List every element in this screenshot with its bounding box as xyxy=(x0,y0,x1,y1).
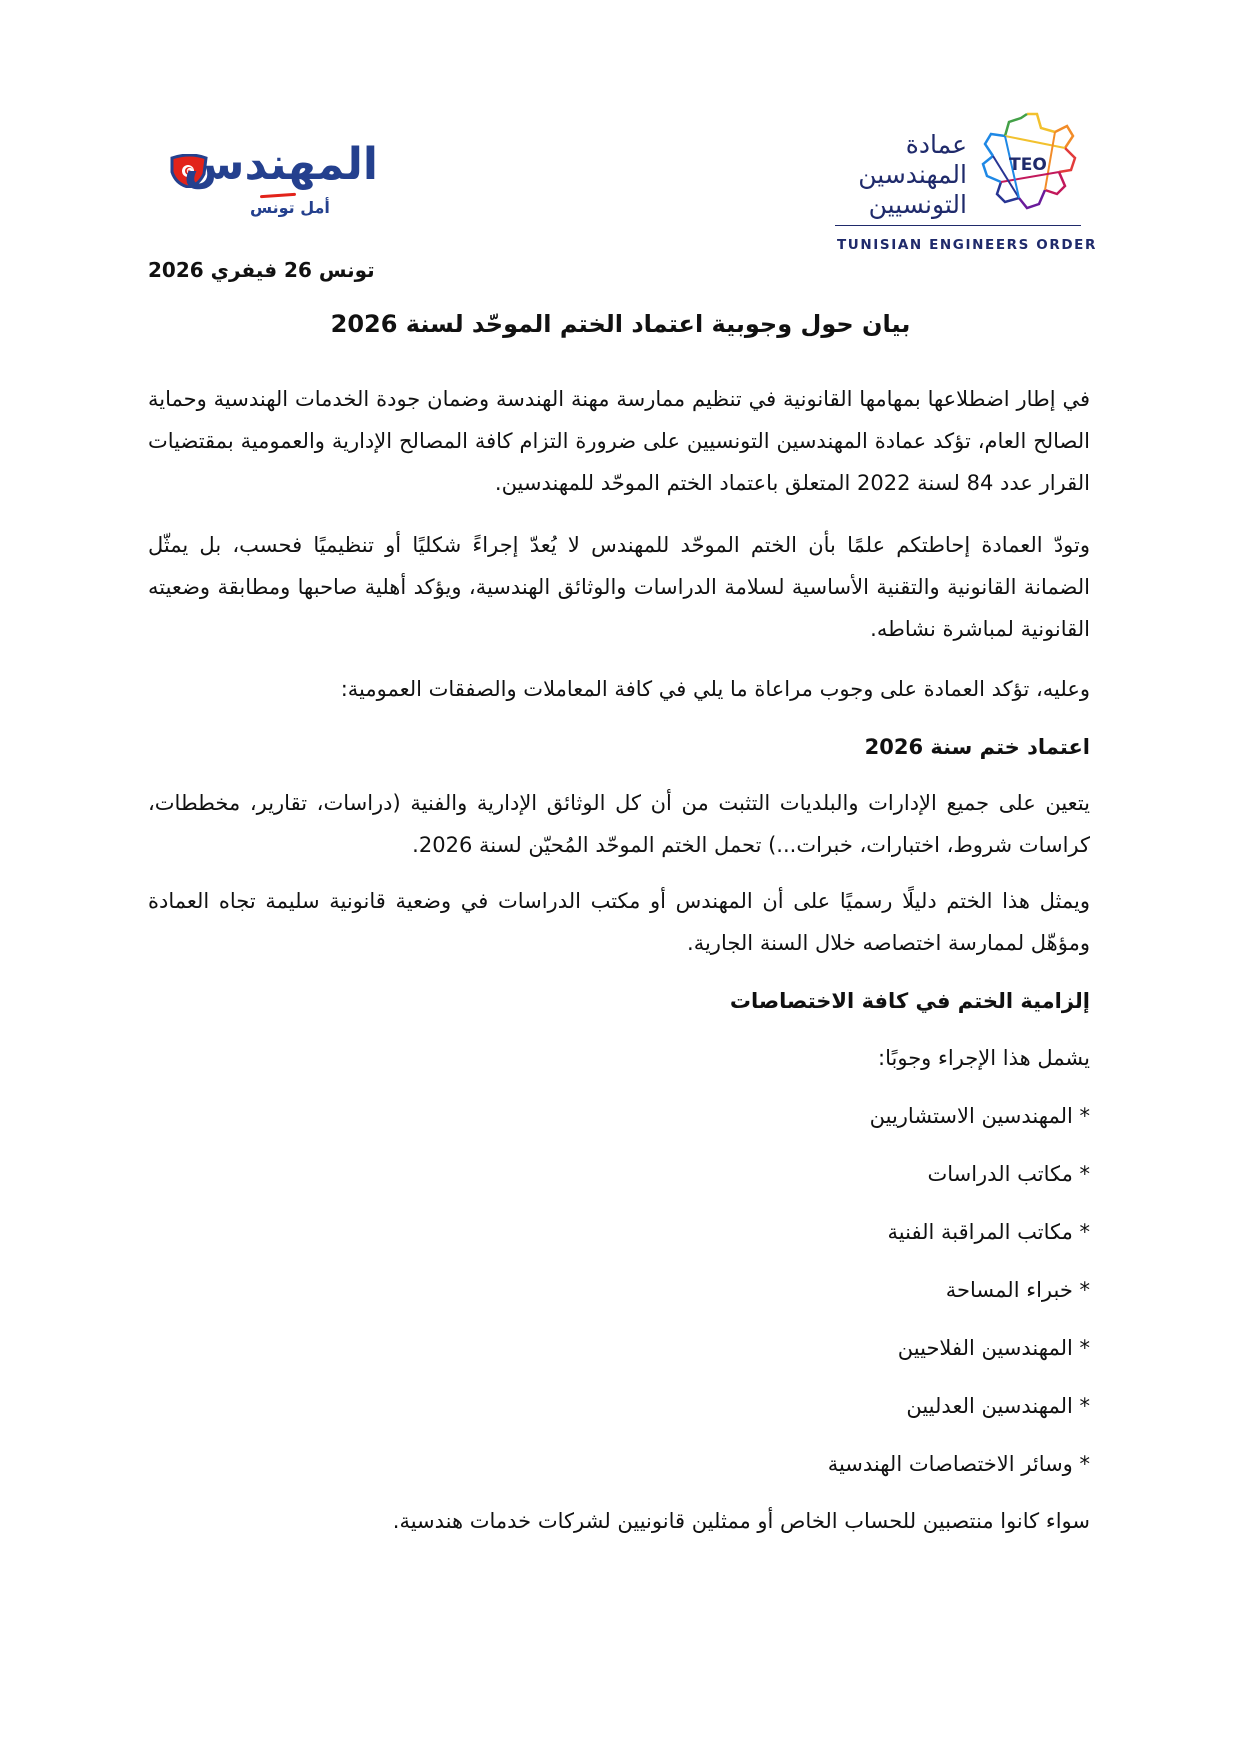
closing-paragraph: سواء كانوا منتصبين للحساب الخاص أو ممثلين قانونيين لشركات خدمات هندسية. xyxy=(392,1509,1090,1533)
teo-gear-emblem-icon xyxy=(975,110,1080,220)
list-item: * المهندسين الاستشاريين xyxy=(869,1104,1090,1128)
list-item: * مكاتب الدراسات xyxy=(927,1162,1090,1186)
document-title: بيان حول وجوبية اعتماد الختم الموحّد لسنة 2026 xyxy=(330,310,911,338)
org-name-line: عمادة xyxy=(905,130,967,159)
teo-logo xyxy=(825,110,1097,260)
document-date: تونس 26 فيفري 2026 xyxy=(148,258,375,282)
section1-note-paragraph xyxy=(148,880,1090,964)
list-item: * خبراء المساحة xyxy=(945,1278,1090,1302)
logo-tagline: أمل تونس xyxy=(250,198,330,217)
org-name-line: التونسيين xyxy=(868,190,967,219)
almohandes-logo xyxy=(168,140,378,230)
list-item: * المهندسين العدليين xyxy=(906,1394,1090,1418)
emblem-text: TEO xyxy=(1009,155,1047,175)
intro-paragraph xyxy=(148,378,1090,504)
section-heading-2026-seal: اعتماد ختم سنة 2026 xyxy=(864,735,1090,759)
org-name-english: TUNISIAN ENGINEERS ORDER xyxy=(837,237,1097,253)
paragraph-text: وتودّ العمادة إحاطتكم علمًا بأن الختم الموحّد للمهندس لا يُعدّ إجراءً شكليًا أو تنظيميًا فحسب، بل يمثّل الضمانة القانونية والتقنية الأساسية لسلامة الدراسات والوثائق الهندسية، ويؤكد أهلية صاحبها ومطابقة وضعيته القانونية لمباشرة نشاطه. xyxy=(148,533,1090,641)
org-name-line: المهندسين xyxy=(858,160,967,189)
logo-divider xyxy=(835,225,1081,226)
paragraph-text: وعليه، تؤكد العمادة على وجوب مراعاة ما يلي في كافة المعاملات والصفقات العمومية: xyxy=(340,677,1090,701)
section1-paragraph xyxy=(148,782,1090,866)
org-name-arabic xyxy=(858,130,967,220)
list-item: * مكاتب المراقبة الفنية xyxy=(887,1220,1090,1244)
section2-intro: يشمل هذا الإجراء وجوبًا: xyxy=(878,1046,1090,1070)
list-item: * وسائر الاختصاصات الهندسية xyxy=(827,1452,1090,1476)
accordingly-paragraph xyxy=(148,668,1090,710)
list-item: * المهندسين الفلاحيين xyxy=(897,1336,1090,1360)
logo-wordmark: المهندس xyxy=(183,139,378,190)
paragraph-text: في إطار اضطلاعها بمهامها القانونية في تنظيم ممارسة مهنة الهندسة وضمان جودة الخدمات الهندسية وحماية الصالح العام، تؤكد عمادة المهندسين التونسيين على ضرورة التزام كافة المصالح الإدارية والعمومية بمقتضيات القرار عدد 84 لسنة 2022 المتعلق باعتماد الختم الموحّد للمهندسين. xyxy=(148,387,1090,495)
paragraph-text: يتعين على جميع الإدارات والبلديات التثبت من أن كل الوثائق الإدارية والفنية (دراسات، تقارير، مخططات، كراسات شروط، اختبارات، خبرات...) تحمل الختم الموحّد المُحيّن لسنة 2026. xyxy=(148,791,1090,857)
notice-paragraph xyxy=(148,524,1090,650)
section-heading-mandatory-seal: إلزامية الختم في كافة الاختصاصات xyxy=(729,989,1090,1013)
paragraph-text: ويمثل هذا الختم دليلًا رسميًا على أن المهندس أو مكتب الدراسات في وضعية قانونية سليمة تجاه العمادة ومؤهّل لممارسة اختصاصه خلال السنة الجارية. xyxy=(148,889,1090,955)
specialties-list xyxy=(148,1095,1090,1501)
